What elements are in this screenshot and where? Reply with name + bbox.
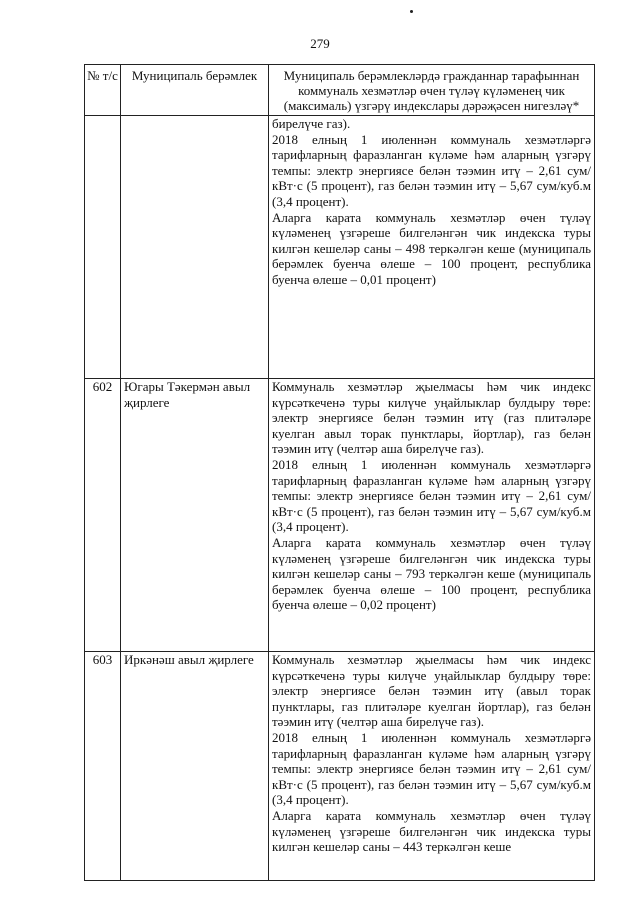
row-paragraph: 2018 елның 1 июленнән коммуналь хезмәтләргә тарифларның фаразланган күләме һәм аларның үзгәрү темпы: электр энергиясе белән тәэмин итү – 2,61 сум/кВт·с (5 процент), газ белән тәэмин итү – 5,67 сум/куб.м (3,4 процент).	[272, 729, 591, 808]
row-paragraph: Аларга карата коммуналь хезмәтләр өчен түләү күләменең үзгәреше билгеләнгән чик индекска туры килгән кешеләр саны – 498 теркәлгән кеше (муниципаль берәмлек буенча өлеше – 100 процент, республика буенча өлеше – 0,01 процент)	[272, 209, 591, 287]
page-number: 279	[310, 36, 330, 51]
row-paragraph: бирелүче газ).	[272, 116, 351, 131]
table-row	[85, 379, 595, 652]
header-municipality: Муниципаль берәмлек	[121, 65, 269, 116]
row-number: 603	[85, 652, 121, 881]
row-paragraph: Аларга карата коммуналь хезмәтләр өчен түләү күләменең үзгәреше билгеләнгән чик индекска туры килгән кешеләр саны – 443 теркәлгән кеше	[272, 807, 591, 855]
indices-table	[84, 64, 595, 881]
table-row	[85, 116, 595, 379]
row-paragraph: Коммуналь хезмәтләр җыелмасы һәм чик индекс күрсәткеченә туры килүче уңайлыклар булдыру төре: электр энергиясе белән тәэмин итү (авыл торак пунктлары, газ плитәләре куелган йортлар), газ белән тәэмин итү (челтәр аша бирелүче газ).	[272, 652, 591, 730]
row-paragraph: 2018 елның 1 июленнән коммуналь хезмәтләргә тарифларның фаразланган күләме һәм аларның үзгәрү темпы: электр энергиясе белән тәэмин итү – 2,61 сум/кВт·с (5 процент), газ белән тәэмин итү – 5,67 сум/куб.м (3,4 процент).	[272, 131, 591, 209]
row-municipality	[121, 116, 269, 379]
row-number	[85, 116, 121, 379]
header-justification: Муниципаль берәмлекләрдә гражданнар тарафыннан коммуналь хезмәтләр өчен түләү күләменең чик (максималь) үзгәрү индекслары дәрәҗәсен нигезләү*	[269, 65, 595, 116]
row-paragraph: Коммуналь хезмәтләр җыелмасы һәм чик индекс күрсәткеченә туры килүче уңайлыклар булдыру төре: электр энергиясе белән тәэмин итү (газ плитәләре куелган авыл торак пунктлары, йортлар), газ белән тәэмин итү (челтәр аша бирелүче газ).	[272, 379, 591, 457]
row-justification	[269, 652, 595, 881]
table-header-row	[85, 65, 595, 116]
row-number: 602	[85, 379, 121, 652]
row-justification	[269, 116, 595, 379]
table-row	[85, 652, 595, 881]
scan-dot	[410, 10, 413, 13]
row-municipality: Иркәнәш авыл җирлеге	[121, 652, 269, 881]
row-paragraph: Аларга карата коммуналь хезмәтләр өчен түләү күләменең үзгәреше билгеләнгән чик индекска туры килгән кешеләр саны – 793 теркәлгән кеше (муниципаль берәмлек буенча өлеше – 100 процент, республика буенча өлеше – 0,02 процент)	[272, 534, 591, 613]
row-justification	[269, 379, 595, 652]
row-municipality: Югары Тәкермән авыл җирлеге	[121, 379, 269, 652]
header-number: № т/с	[85, 65, 121, 116]
row-paragraph: 2018 елның 1 июленнән коммуналь хезмәтләргә тарифларның фаразланган күләме һәм аларның үзгәрү темпы: электр энергиясе белән тәэмин итү – 2,61 сум/кВт·с (5 процент), газ белән тәэмин итү – 5,67 сум/куб.м (3,4 процент).	[272, 456, 591, 535]
